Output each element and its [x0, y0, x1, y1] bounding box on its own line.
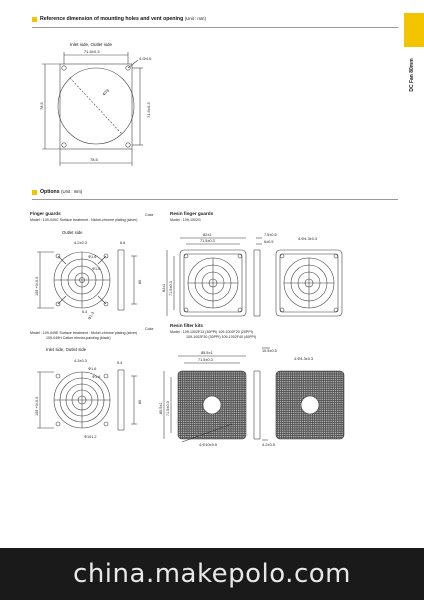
fg2-dim-1: 4-3±0.3 [74, 359, 87, 363]
finger-guards-caption: Outlet side [62, 230, 83, 235]
fg2-dim-5: 80 [138, 399, 142, 404]
rg-dim-r2: 6±0.5 [264, 240, 274, 244]
watermark-bar [0, 548, 424, 600]
rg-dim-r1: 7.5±0.5 [264, 233, 277, 237]
dim-bottom: 78.5 [90, 157, 98, 162]
rf-dim-left1: 85.5±1 [159, 402, 163, 414]
section2-unit: (Unit : mm) [61, 189, 83, 194]
fg2-dim-4: 105 +0/-0.5 [35, 396, 39, 416]
resin-filters-title: Resin filter kits [170, 323, 203, 328]
rg-dim-top1: 82±1 [203, 233, 212, 237]
resin-filters-model-2: 109-1002F30 (30PPI) 109-1002F40 (40PPI) [186, 335, 257, 339]
dim-holes: 4-Φ4.5 [139, 56, 152, 61]
resin-guards-model: Model : 109-1002G [170, 218, 201, 222]
watermark-text: china.makepolo.com [73, 559, 351, 589]
resin-guards-title: Resin finger guards [170, 211, 214, 216]
fg2-dim-3: Φ1.6 [92, 375, 101, 379]
rf-dim-left2: 71.5±0.3 [166, 401, 170, 416]
dim-circle: Φ76 [101, 87, 111, 97]
rf-dim-r2: 4-2±0.5 [262, 443, 275, 447]
rf-dim-holes-bottom: 4-Φ10±0.5 [199, 443, 217, 447]
fg1-dim-5: 105 +0/-0.5 [35, 276, 39, 296]
section1-unit: (Unit : mm) [184, 16, 206, 21]
fg1-dim-3: Φ1.6 [88, 255, 97, 259]
finger-guards-title: Finger guards [30, 211, 61, 216]
rg-dim-left2: 71.5±0.3 [169, 281, 173, 296]
rf-dim-r1: 10.5±0.5 [262, 349, 277, 353]
finger-guards2-color-label: Color [145, 327, 154, 331]
dim-right: 71.5±0.3 [146, 102, 151, 118]
rg-dim-holes: 4-Φ4.3±0.3 [298, 237, 318, 241]
fg1-dim-1: 4-2±0.3 [74, 241, 87, 245]
rg-dim-top2: 71.5±0.3 [200, 239, 215, 243]
fg1-dim-6: 80 [138, 279, 142, 284]
section1-caption: Inlet side, Outlet side [70, 42, 113, 47]
fg2-dim-2: Φ1.6 [88, 367, 97, 371]
rf-dim-top2: 71.5±0.3 [198, 358, 213, 362]
fg2-dim-6: 5.4 [117, 361, 123, 365]
fg1-dim-7: 5.4 [82, 310, 88, 314]
finger-guards2-model-1: Model : 109-049E Surface treatment : Nickel-chrome plating (silver) [30, 331, 138, 335]
finger-guards-model: Model : 109-049C Surface treatment : Nickel-chrome plating (silver) [30, 218, 138, 222]
rf-dim-holes: 4-Φ4.3±0.3 [294, 357, 314, 361]
finger-guards2-caption: Inlet side, Outlet side [46, 347, 87, 352]
section1-title: Reference dimension of mounting holes and vent opening [40, 16, 184, 22]
rg-dim-left1: 82±1 [162, 283, 166, 292]
section2-title: Options [40, 189, 60, 195]
finger-guards2-model-2: 109-049H Cation electro-painting (black) [46, 336, 111, 340]
fg1-dim-4: Φ1.6 [92, 267, 101, 271]
dim-left: 78.5 [39, 102, 44, 110]
fg1-dim-2: 6.6 [120, 241, 126, 245]
dim-top: 71.5±0.3 [84, 49, 100, 54]
resin-filters-model-1: Model : 109-1002F13 (30PPI) 109-1002F20 (20PPI) [170, 330, 253, 334]
rf-dim-top1: 85.5±1 [201, 351, 213, 355]
side-tab-label: DC Fan 80mm [409, 58, 415, 92]
fg1-dim-8: Φ1.3 [87, 311, 96, 321]
fg2-dim-7: Φ101.2 [84, 435, 97, 439]
finger-guards-color-label: Color [145, 213, 154, 217]
